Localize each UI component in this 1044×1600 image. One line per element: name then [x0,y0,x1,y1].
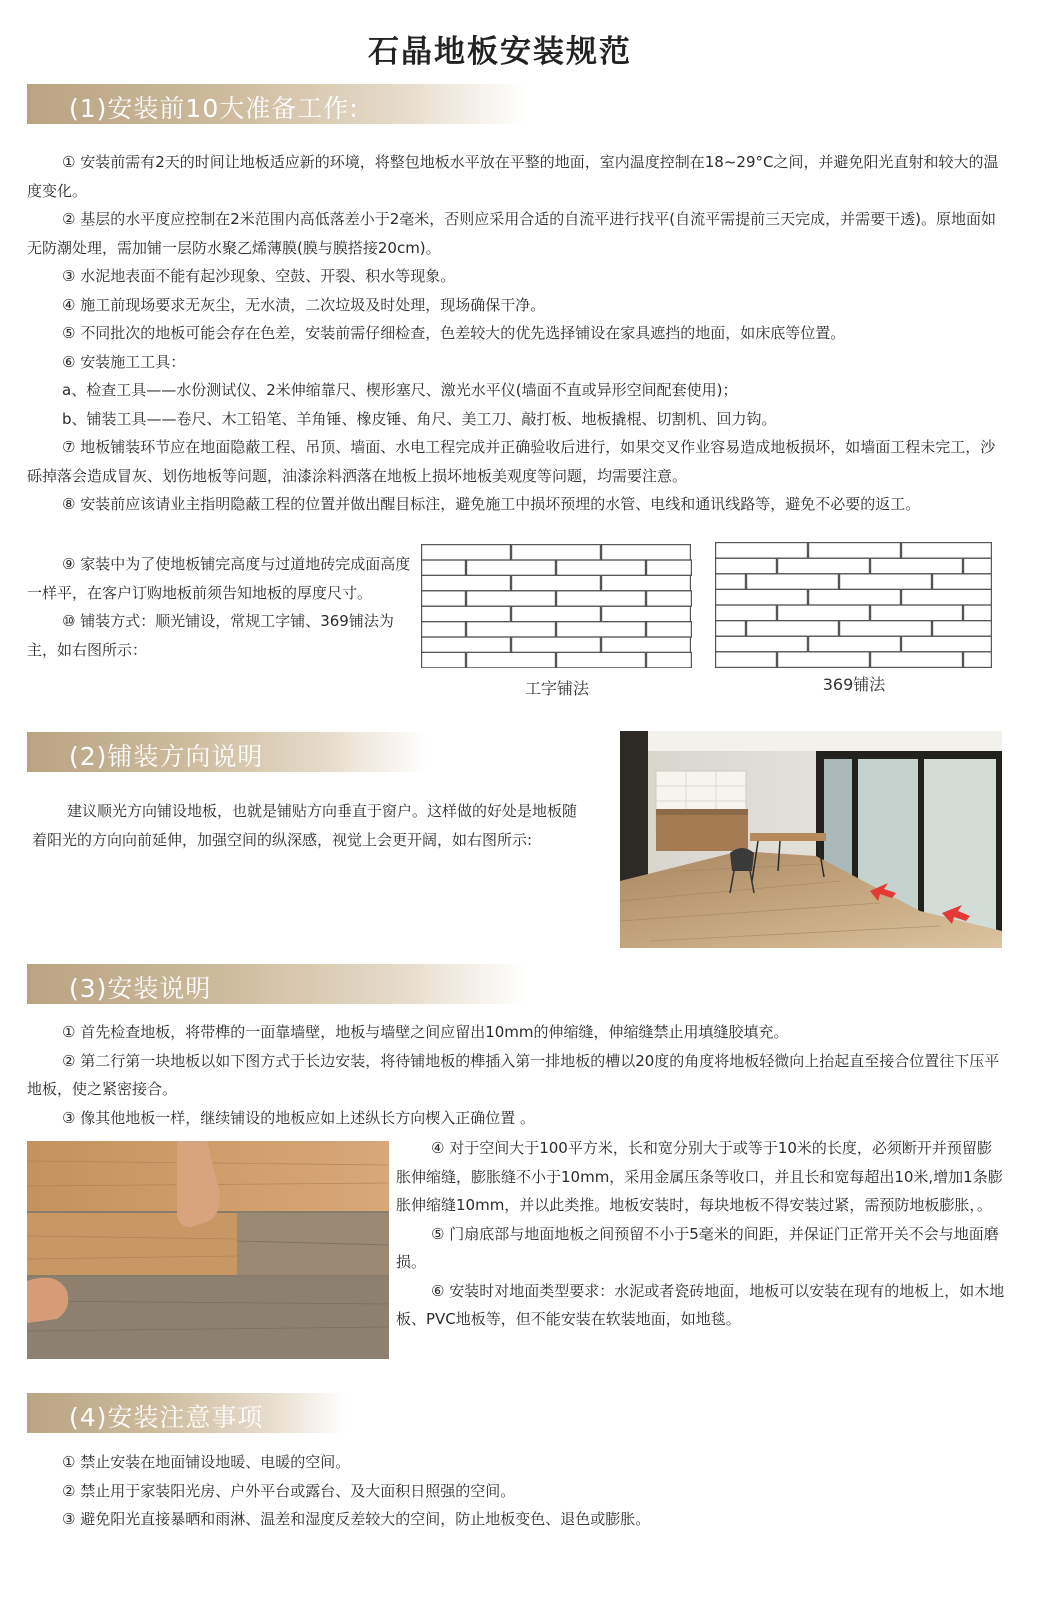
floor-plank [422,545,511,560]
floor-plank [716,574,746,590]
precautions-text-block [27,1448,1005,1534]
floor-plank [647,622,692,637]
floor-plank [716,558,777,574]
floor-plank [422,606,511,621]
floor-plank [933,574,992,590]
floor-plank [840,621,932,637]
floor-plank [602,637,691,652]
install-item-3: ③ 像其他地板一样，继续铺设的地板应如上述纵长方向楔入正确位置 。 [62,1108,535,1127]
precaution-item-2: ② 禁止用于家装阳光房、户外平台或露台、及大面积日照强的空间。 [62,1481,516,1500]
floor-plank [964,652,992,668]
369-pattern-caption: 369铺法 [822,675,886,694]
precaution-item-3: ③ 避免阳光直接暴晒和雨淋、温差和湿度反差较大的空间，防止地板变色、退色或膨胀。 [62,1510,651,1528]
direction-text [32,797,580,854]
floor-plank [871,605,963,621]
prep-item-3: ③ 水泥地表面不能有起沙现象、空鼓、开裂、积水等现象。 [62,267,456,285]
floor-plank [778,605,870,621]
i-pattern-layout-diagram [421,544,693,668]
floor-plank [557,652,646,667]
prep-item-1: ① 安装前需有2天的时间让地板适应新的环境，将整包地板水平放在平整的地面，室内温度控制在18~29°C之间，并避免阳光直射和较大的温度变化。 [27,153,999,200]
floor-plank [602,606,691,621]
floor-plank [840,574,932,590]
floor-plank [964,605,992,621]
floor-plank [809,636,901,652]
floor-plank [512,575,601,590]
floor-plank [422,575,511,590]
section-heading: (1)安装前10大准备工作: [69,94,359,123]
floor-plank [778,652,870,668]
floor-plank [422,652,466,667]
369-pattern-layout-diagram [715,542,993,668]
floor-plank [602,575,691,590]
section-header-precautions [27,1393,347,1433]
floor-plank [647,591,692,606]
floor-plank [964,558,992,574]
floor-plank [467,652,556,667]
installation-text-narrow [396,1134,1006,1334]
floor-plank [716,543,808,559]
section-heading: (2)铺装方向说明 [69,742,264,771]
floor-plank [647,560,692,575]
floor-plank [902,543,992,559]
floor-plank [512,637,601,652]
i-pattern-caption: 工字铺法 [524,679,589,698]
section-heading: (4)安装注意事项 [69,1403,264,1432]
section-header-installation [27,964,527,1004]
plank-installation-photo [27,1141,389,1359]
install-item-2: ② 第二行第一块地板以如下图方式于长边安装，将待铺地板的榫插入第一排地板的槽以20度的角度将地板轻微向上抬起直至接合位置往下压平地板，使之紧密接合。 [27,1051,1000,1098]
section-header-preparation [27,84,527,124]
prep-item-4: ④ 施工前现场要求无灰尘，无水渍，二次垃圾及时处理，现场确保干净。 [62,295,546,314]
floor-plank [647,652,692,667]
floor-plank [467,591,556,606]
floor-plank [747,574,839,590]
install-item-6: ⑥ 安装时对地面类型要求：水泥或者瓷砖地面，地板可以安装在现有的地板上，如木地板、PVC地板等，但不能安装在软装地面，如地毯。 [396,1281,1005,1328]
floor-plank [557,560,646,575]
preparation-text-narrow [27,550,411,664]
floor-plank [422,622,466,637]
floor-plank [902,589,992,605]
prep-item-10: ⑩ 铺装方式：顺光铺设，常规工字铺、369铺法为主，如右图所示： [27,612,394,659]
floor-plank [809,543,901,559]
floor-plank [512,545,601,560]
floor-plank [933,621,992,637]
prep-item-8: ⑧ 安装前应该请业主指明隐蔽工程的位置并做出醒目标注，避免施工中损坏预埋的水管、电线和通讯线路等，避免不必要的返工。 [62,495,921,513]
prep-item-9: ⑨ 家装中为了使地板铺完高度与过道地砖完成面高度一样平，在客户订购地板前须告知地板的厚度尺寸。 [27,555,411,602]
floor-plank [422,637,511,652]
floor-plank [467,622,556,637]
floor-plank [467,560,556,575]
floor-plank [602,545,691,560]
installation-text-block [27,1018,1005,1132]
prep-item-6: ⑥ 安装施工工具： [62,352,186,371]
prep-item-7: ⑦ 地板铺装环节应在地面隐蔽工程、吊顶、墙面、水电工程完成并正确验收后进行，如果交叉作业容易造成地板损坏，如墙面工程未完工，沙砾掉落会造成冒灰、划伤地板等问题，油漆涂料洒落在地板上损坏地板美观度等问题，均需要注意。 [27,438,996,485]
precaution-item-1: ① 禁止安装在地面铺设地暖、电暖的空间。 [62,1453,351,1471]
page-title: 石晶地板安装规范 [368,34,632,70]
floor-plank [871,558,963,574]
floor-plank [716,636,808,652]
prep-item-2: ② 基层的水平度应控制在2米范围内高低落差小于2毫米，否则应采用合适的自流平进行找平(自流平需提前三天完成，并需要干透)。原地面如无防潮处理，需加铺一层防水聚乙烯薄膜(膜与膜搭接20cm)。 [27,210,997,257]
prep-tools-a: a、检查工具——水份测试仪、2米伸缩靠尺、楔形塞尺、激光水平仪(墙面不直或异形空间配套使用)； [62,381,738,399]
floor-plank [902,636,992,652]
floor-plank [557,591,646,606]
room-flooring-photo [620,731,1002,948]
section-heading: (3)安装说明 [69,974,212,1003]
floor-plank [512,606,601,621]
preparation-text-block [27,148,1005,519]
prep-tools-b: b、铺装工具——卷尺、木工铅笔、羊角锤、橡皮锤、角尺、美工刀、敲打板、地板撬棍、切割机、回力钩。 [62,409,777,428]
floor-plank [422,560,466,575]
floor-plank [716,589,808,605]
install-item-5: ⑤ 门扇底部与地面地板之间预留不小于5毫米的间距，并保证门正常开关不会与地面磨损。 [396,1224,999,1271]
floor-plank [747,621,839,637]
floor-plank [716,621,746,637]
floor-plank [871,652,963,668]
floor-plank [557,622,646,637]
direction-paragraph: 建议顺光方向铺设地板，也就是铺贴方向垂直于窗户。这样做的好处是地板随着阳光的方向向前延伸，加强空间的纵深感，视觉上会更开阔，如右图所示: [32,802,578,849]
floor-plank [778,558,870,574]
section-header-direction [27,732,427,772]
floor-plank [422,591,466,606]
floor-plank [716,652,777,668]
install-item-4: ④ 对于空间大于100平方米，长和宽分别大于或等于10米的长度，必须断开并预留膨胀伸缩缝，膨胀缝不小于10mm，采用金属压条等收口，并且长和宽每超出10米,增加1条膨胀伸缩缝10mm，并以此类推。地板安装时，每块地板不得安装过紧，需预防地板膨胀，。 [396,1139,1003,1214]
prep-item-5: ⑤ 不同批次的地板可能会存在色差，安装前需仔细检查，色差较大的优先选择铺设在家具遮挡的地面，如床底等位置。 [62,324,846,342]
floor-plank [716,605,777,621]
install-item-1: ① 首先检查地板，将带榫的一面靠墙壁，地板与墙壁之间应留出10mm的伸缩缝，伸缩缝禁止用填缝胶填充。 [62,1023,789,1041]
floor-plank [809,589,901,605]
